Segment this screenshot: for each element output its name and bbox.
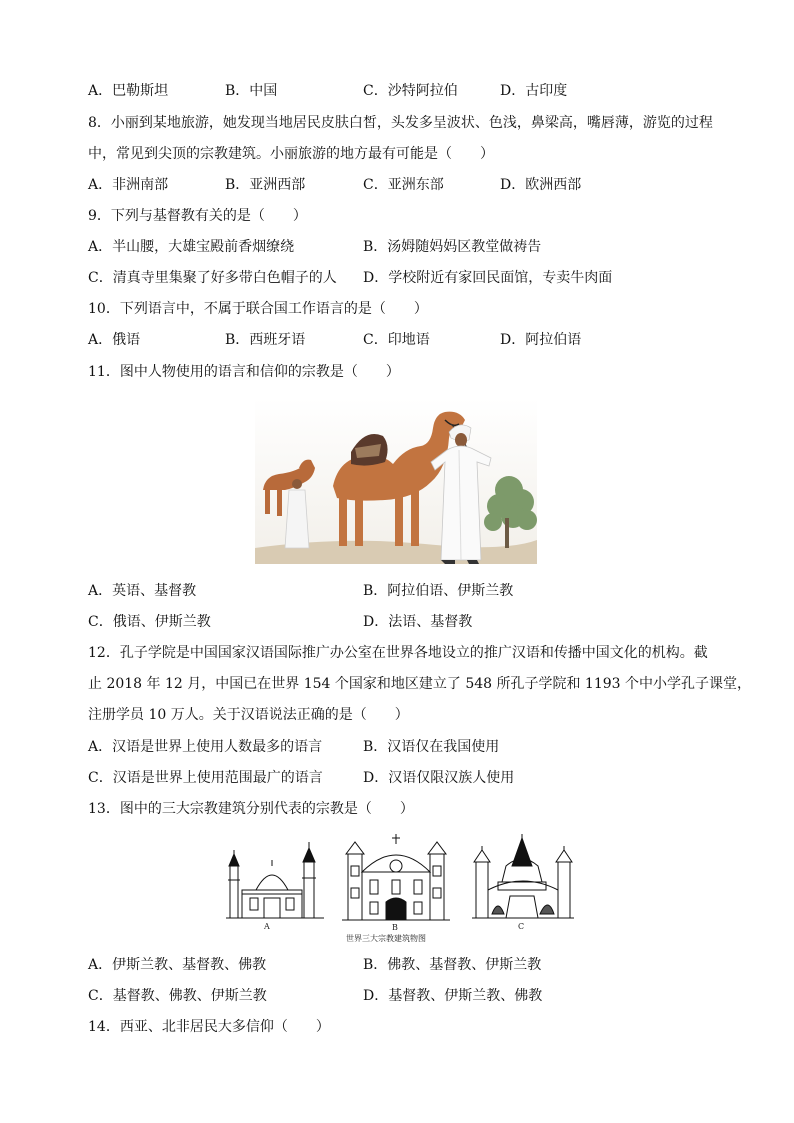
pagoda-drawing xyxy=(472,834,574,918)
q8-stem-line1: 8．小丽到某地旅游，她发现当地居民皮肤白皙，头发多呈波状、色浅，鼻梁高，嘴唇薄，游览的过程 xyxy=(88,115,713,131)
q7-option-d: D．古印度 xyxy=(500,83,568,99)
q9-option-b: B．汤姆随妈妈区教堂做祷告 xyxy=(363,239,542,255)
q14-stem: 14．西亚、北非居民大多信仰（ ） xyxy=(88,1019,330,1035)
q11-option-c: C．俄语、伊斯兰教 xyxy=(88,614,211,630)
q11-option-d: D．法语、基督教 xyxy=(363,614,473,630)
camel-photo xyxy=(255,398,537,564)
q9-option-a: A．半山腰，大雄宝殿前香烟缭绕 xyxy=(88,239,295,255)
q9-option-d: D．学校附近有家回民面馆，专卖牛肉面 xyxy=(363,270,613,286)
q12-option-a: A．汉语是世界上使用人数最多的语言 xyxy=(88,739,323,755)
q12-stem-line2: 止 2018 年 12 月，中国已在世界 154 个国家和地区建立了 548 所孔子学院和 1193 个中小学孔子课堂， xyxy=(88,676,752,692)
q8-option-a: A．非洲南部 xyxy=(88,177,169,193)
q7-option-b: B．中国 xyxy=(225,83,278,99)
q7-option-a: A．巴勒斯坦 xyxy=(88,83,169,99)
q12-option-b: B．汉语仅在我国使用 xyxy=(363,739,500,755)
fig-label-c: C xyxy=(518,922,525,931)
q10-option-c: C．印地语 xyxy=(363,332,430,348)
q9-option-c: C．清真寺里集聚了好多带白色帽子的人 xyxy=(88,270,337,286)
q13-stem: 13．图中的三大宗教建筑分别代表的宗教是（ ） xyxy=(88,801,414,817)
q8-option-c: C．亚洲东部 xyxy=(363,177,444,193)
fig-label-b: B xyxy=(392,923,398,932)
q9-stem: 9．下列与基督教有关的是（ ） xyxy=(88,208,307,224)
church-drawing xyxy=(342,834,450,920)
q10-stem: 10．下列语言中，不属于联合国工作语言的是（ ） xyxy=(88,301,428,317)
fig-caption: 世界三大宗教建筑物图 xyxy=(346,934,426,943)
q12-stem-line3: 注册学员 10 万人。关于汉语说法正确的是（ ） xyxy=(88,707,409,723)
q12-stem-line1: 12．孔子学院是中国国家汉语国际推广办公室在世界各地设立的推广汉语和传播中国文化的机构。截 xyxy=(88,645,708,661)
q13-option-a: A．伊斯兰教、基督教、佛教 xyxy=(88,957,267,973)
q8-stem-line2: 中，常见到尖顶的宗教建筑。小丽旅游的地方最有可能是（ ） xyxy=(88,146,494,162)
q11-option-b: B．阿拉伯语、伊斯兰教 xyxy=(363,583,514,599)
religious-buildings-figure xyxy=(222,832,578,944)
fig-label-a: A xyxy=(264,922,270,931)
mosque-drawing xyxy=(226,842,324,918)
q8-option-b: B．亚洲西部 xyxy=(225,177,306,193)
q10-option-a: A．俄语 xyxy=(88,332,141,348)
q13-option-d: D．基督教、伊斯兰教、佛教 xyxy=(363,988,543,1004)
q10-option-b: B．西班牙语 xyxy=(225,332,306,348)
q12-option-c: C．汉语是世界上使用范围最广的语言 xyxy=(88,770,323,786)
q12-option-d: D．汉语仅限汉族人使用 xyxy=(363,770,515,786)
q8-option-d: D．欧洲西部 xyxy=(500,177,582,193)
q11-option-a: A．英语、基督教 xyxy=(88,583,197,599)
q7-option-c: C．沙特阿拉伯 xyxy=(363,83,458,99)
q13-option-c: C．基督教、佛教、伊斯兰教 xyxy=(88,988,267,1004)
q11-stem: 11．图中人物使用的语言和信仰的宗教是（ ） xyxy=(88,364,400,380)
q10-option-d: D．阿拉伯语 xyxy=(500,332,582,348)
q13-option-b: B．佛教、基督教、伊斯兰教 xyxy=(363,957,542,973)
